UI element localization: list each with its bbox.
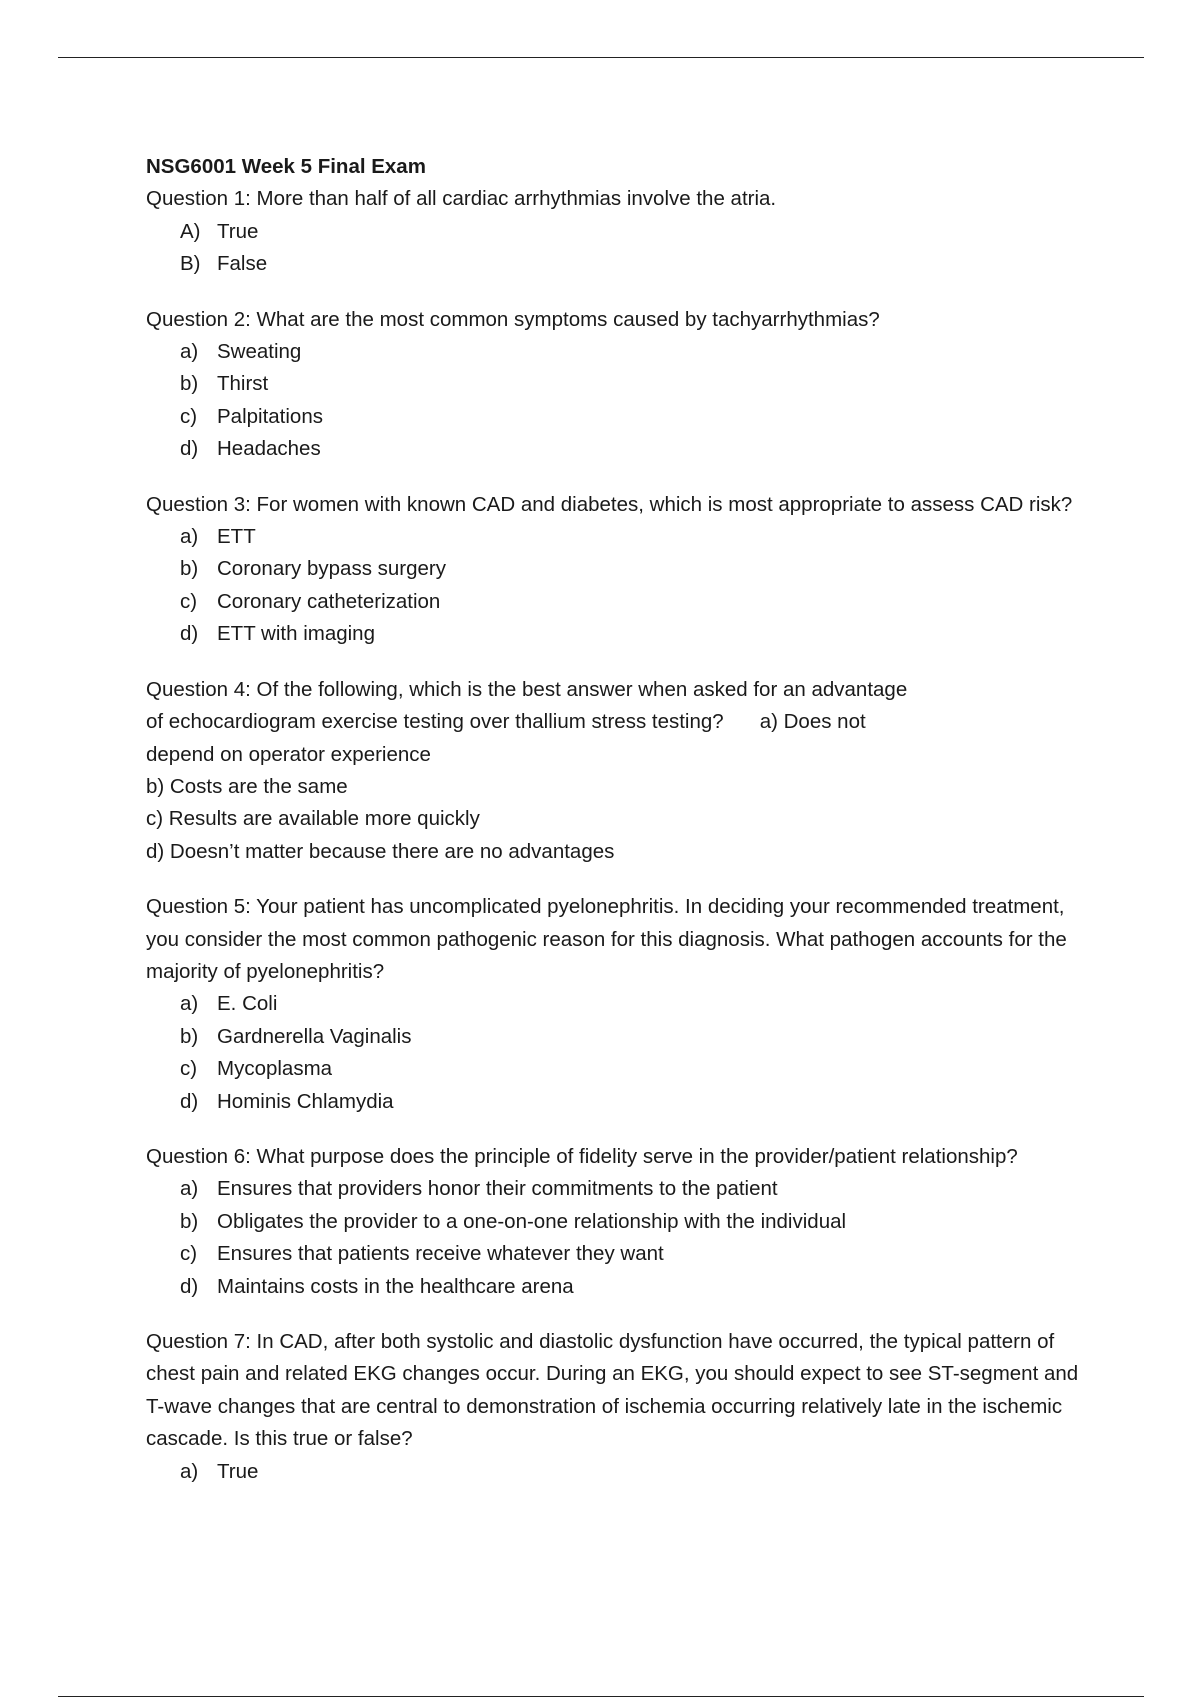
option-text: Palpitations: [217, 404, 323, 428]
option-letter: d): [180, 622, 199, 646]
option-text: Gardnerella Vaginalis: [217, 1024, 412, 1048]
answer-option[interactable]: [146, 1206, 1096, 1238]
option-letter: d): [180, 1089, 199, 1113]
answer-option[interactable]: [146, 1456, 1096, 1488]
question-text: Question 5: Your patient has uncomplicated pyelonephritis. In deciding your recommended treatment, you consider the most common pathogenic reason for this diagnosis. What pathogen accounts for the majority of pyelonephritis?: [146, 895, 1067, 983]
answer-option[interactable]: [146, 248, 1096, 280]
option-text: Ensures that providers honor their commitments to the patient: [217, 1177, 778, 1201]
answer-option[interactable]: [146, 1238, 1096, 1270]
answer-option[interactable]: [146, 618, 1096, 650]
option-text: Maintains costs in the healthcare arena: [217, 1274, 574, 1298]
answer-options: [146, 521, 1096, 651]
answer-option[interactable]: d) Doesn’t matter because there are no advantages: [146, 839, 615, 863]
question-text: Question 1: More than half of all cardiac arrhythmias involve the atria.: [146, 187, 777, 211]
answer-option[interactable]: [146, 216, 1096, 248]
question-text: Question 7: In CAD, after both systolic and diastolic dysfunction have occurred, the typical pattern of chest pain and related EKG changes occur. During an EKG, you should expect to see ST-segment and T-wave changes that are central to demonstration of ischemia occurring relatively late in the ischemic cascade. Is this true or false?: [146, 1330, 1079, 1451]
option-text: ETT: [217, 525, 256, 549]
question-text: of echocardiogram exercise testing over thallium stress testing?: [146, 710, 724, 734]
question-6: [146, 1141, 1096, 1303]
answer-option[interactable]: b) Costs are the same: [146, 774, 348, 798]
answer-options: [146, 1173, 1096, 1303]
question-text: Question 6: What purpose does the principle of fidelity serve in the provider/patient relationship?: [146, 1144, 1018, 1168]
question-2: [146, 304, 1096, 466]
option-text: Coronary catheterization: [217, 589, 441, 613]
answer-option[interactable]: c) Results are available more quickly: [146, 807, 480, 831]
answer-option[interactable]: [146, 1053, 1096, 1085]
option-letter: a): [180, 1177, 199, 1201]
option-text: E. Coli: [217, 992, 278, 1016]
answer-option[interactable]: a) Does not: [759, 710, 866, 734]
question-5: [146, 891, 1096, 1118]
exam-content: [146, 151, 1096, 1511]
option-letter: c): [180, 404, 198, 428]
question-text: Question 2: What are the most common symptoms caused by tachyarrhythmias?: [146, 307, 880, 331]
option-letter: c): [180, 1057, 198, 1081]
option-text: Hominis Chlamydia: [217, 1089, 394, 1113]
question-text: Question 3: For women with known CAD and diabetes, which is most appropriate to assess CAD risk?: [146, 492, 1073, 516]
answer-option[interactable]: [146, 401, 1096, 433]
option-letter: a): [180, 525, 199, 549]
question-3: [146, 489, 1096, 651]
top-rule: [58, 57, 1144, 58]
option-letter: b): [180, 1024, 199, 1048]
option-letter: b): [180, 1209, 199, 1233]
option-letter: a): [180, 340, 199, 364]
answer-option[interactable]: [146, 368, 1096, 400]
answer-option[interactable]: [146, 553, 1096, 585]
answer-option[interactable]: [146, 521, 1096, 553]
option-text: Thirst: [217, 372, 269, 396]
answer-option[interactable]: [146, 1086, 1096, 1118]
bottom-rule: [58, 1696, 1144, 1697]
answer-option[interactable]: [146, 433, 1096, 465]
option-letter: B): [180, 252, 201, 276]
question-text-continued: [146, 706, 1096, 738]
page-title: NSG6001 Week 5 Final Exam: [146, 155, 426, 178]
option-text: True: [217, 219, 259, 243]
option-letter: A): [180, 219, 201, 243]
answer-option[interactable]: [146, 1271, 1096, 1303]
option-text: Ensures that patients receive whatever they want: [217, 1242, 664, 1266]
answer-option[interactable]: [146, 1021, 1096, 1053]
answer-options: [146, 988, 1096, 1118]
question-text: Question 4: Of the following, which is the best answer when asked for an advantage: [146, 677, 908, 701]
option-text: True: [217, 1459, 259, 1483]
question-7: [146, 1326, 1096, 1488]
option-text: False: [217, 252, 268, 276]
option-letter: c): [180, 1242, 198, 1266]
answer-options: [146, 216, 1096, 281]
answer-option[interactable]: [146, 988, 1096, 1020]
question-1: [146, 183, 1096, 280]
option-letter: a): [180, 992, 199, 1016]
option-letter: c): [180, 589, 198, 613]
option-text: Coronary bypass surgery: [217, 557, 447, 581]
option-text: Headaches: [217, 437, 321, 461]
answer-options: [146, 336, 1096, 466]
option-text: Obligates the provider to a one-on-one relationship with the individual: [217, 1209, 847, 1233]
answer-option[interactable]: [146, 1173, 1096, 1205]
answer-option[interactable]: [146, 336, 1096, 368]
option-text: ETT with imaging: [217, 622, 375, 646]
option-letter: b): [180, 557, 199, 581]
option-letter: b): [180, 372, 199, 396]
question-4: [146, 674, 1096, 868]
option-letter: d): [180, 437, 199, 461]
answer-option[interactable]: depend on operator experience: [146, 742, 431, 766]
option-letter: a): [180, 1459, 199, 1483]
option-text: Sweating: [217, 340, 302, 364]
answer-option[interactable]: [146, 586, 1096, 618]
option-text: Mycoplasma: [217, 1057, 333, 1081]
answer-options: [146, 1456, 1096, 1488]
option-letter: d): [180, 1274, 199, 1298]
